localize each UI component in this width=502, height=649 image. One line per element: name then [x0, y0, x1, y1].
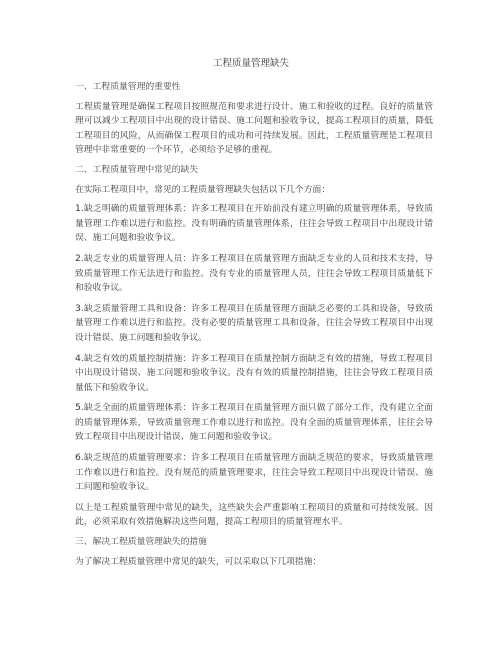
section-2-intro: 在实际工程项目中，常见的工程质量管理缺失包括以下几个方面： [75, 184, 331, 195]
section-2-conclusion: 以上是工程质量管理中常见的缺失，这些缺失会严重影响工程项目的质量和可持续发展。因此，必须采取有效措施解决这些问题，提高工程项目的质量管理水平。 [75, 502, 433, 528]
list-item-number: 2. [75, 252, 84, 264]
list-item-number: 5. [75, 402, 84, 414]
list-item [75, 302, 433, 346]
section-1-paragraph: 工程质量管理是确保工程项目按照规范和要求进行设计、施工和验收的过程。良好的质量管理可以减少工程项目中出现的设计错误、施工问题和验收争议，提高工程项目的质量，降低工程项目的风险，从而确保工程项目的成功和可持续发展。因此，工程质量管理是工程项目管理中非常重要的一个环节，必须给予足够的重视。 [75, 101, 433, 156]
list-item-text: 缺乏全面的质量管理体系：许多工程项目在质量管理方面只做了部分工作，没有建立全面的质量管理体系，导致质量管理工作难以进行和监控。没有全面的质量管理体系，往往会导致工程项目中出现设计错误、施工问题和验收争议。 [75, 403, 433, 443]
list-item-number: 3. [75, 302, 84, 314]
document-title: 工程质量管理缺失 [212, 58, 289, 69]
list-item [75, 252, 433, 296]
list-item-text: 缺乏明确的质量管理体系：许多工程项目在开始前没有建立明确的质量管理体系，导致质量管理工作难以进行和监控。没有明确的质量管理体系，往往会导致工程项目中出现设计错误、施工问题和验收争议。 [75, 204, 433, 244]
section-1-heading: 一、工程质量管理的重要性 [75, 82, 181, 92]
list-item-text: 缺乏质量管理工具和设备：许多工程项目在质量管理方面缺乏必要的工具和设备，导致质量管理工作难以进行和监控。没有必要的质量管理工具和设备，往往会导致工程项目中出现设计错误、施工问题和验收争议。 [75, 303, 433, 343]
section-3-intro: 为了解决工程质量管理中常见的缺失，可以采取以下几项措施： [75, 556, 322, 567]
section-3-heading: 三、解决工程质量管理缺失的措施 [75, 537, 207, 548]
list-item-text: 缺乏规范的质量管理要求：许多工程项目在质量管理方面缺乏规范的要求，导致质量管理工作难以进行和监控。没有规范的质量管理要求，往往会导致工程项目中出现设计错误、施工问题和验收争议。 [75, 453, 433, 493]
list-item-number: 4. [75, 352, 84, 364]
list-item-number: 1. [75, 203, 84, 215]
document-body [75, 80, 433, 569]
list-item [75, 451, 433, 495]
list-item [75, 352, 433, 396]
list-item-text: 缺乏有效的质量控制措施：许多工程项目在质量控制方面缺乏有效的措施，导致工程项目中出现设计错误、施工问题和验收争议。没有有效的质量控制措施，往往会导致工程项目质量低下和验收争议。 [75, 353, 433, 393]
list-item [75, 202, 433, 246]
section-2-heading: 二、工程质量管理中常见的缺失 [75, 164, 199, 175]
list-item [75, 401, 433, 445]
list-item-text: 缺乏专业的质量管理人员：许多工程项目在质量管理方面缺乏专业的人员和技术支持，导致质量管理工作无法进行和监控。没有专业的质量管理人员，往往会导致工程项目质量低下和验收争议。 [75, 253, 433, 294]
list-item-number: 6. [75, 452, 84, 464]
